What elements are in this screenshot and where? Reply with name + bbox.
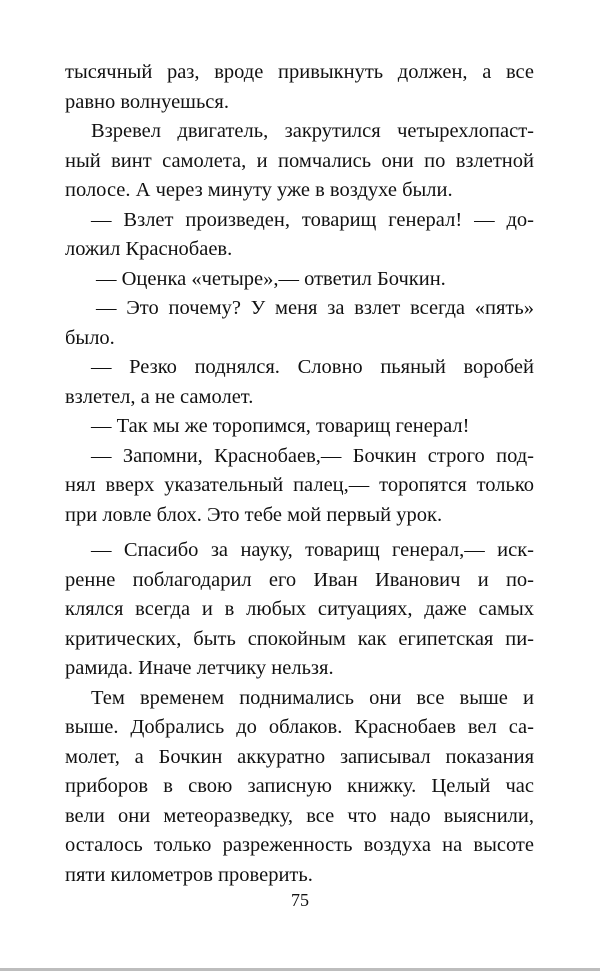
page-body-text — [65, 58, 534, 890]
paragraph-first-line: — Запомни, Краснобаев,— Бочкин строго под- — [91, 444, 534, 467]
text-line: равно волнуешься. — [65, 90, 229, 113]
text-line: клялся всегда и в любых ситуациях, даже самых — [65, 598, 534, 620]
text-line: критических, быть спокойным как египетская пи- — [65, 627, 534, 650]
text-line: тысячный раз, вроде привыкнуть должен, а все — [65, 61, 534, 83]
text-line: приборов в свою записную книжку. Целый час — [65, 775, 534, 797]
text-line: выше. Добрались до облаков. Краснобаев вел са- — [65, 716, 534, 738]
paragraph-first-line: Тем временем поднимались они все выше и — [91, 686, 534, 709]
paragraph-first-line: — Так мы же торопимся, товарищ генерал! — [91, 415, 470, 437]
page-number: 75 — [291, 890, 309, 910]
bottom-divider — [0, 968, 600, 971]
paragraph-first-line: — Спасибо за науку, товарищ генерал,— иск- — [91, 539, 534, 561]
text-line: молет, а Бочкин аккуратно записывал показания — [65, 745, 534, 768]
text-line: осталось только разреженность воздуха на высоте — [65, 834, 534, 856]
text-line: пяти километров проверить. — [65, 863, 313, 886]
text-line: рамида. Иначе летчику нельзя. — [65, 657, 334, 679]
text-line: ный винт самолета, и помчались они по взлетной — [65, 149, 534, 172]
paragraph-first-line: — Оценка «четыре»,— ответил Бочкин. — [96, 267, 446, 290]
text-line: ренне поблагодарил его Иван Иванович и по- — [65, 568, 534, 591]
text-line: было. — [65, 326, 115, 349]
text-line: ложил Краснобаев. — [65, 238, 233, 260]
text-line: нял вверх указательный палец,— торопятся только — [65, 474, 534, 496]
paragraph-first-line: — Это почему? У меня за взлет всегда «пять» — [96, 297, 534, 319]
text-line: вели они метеоразведку, все что надо выяснили, — [65, 804, 534, 827]
text-line: при ловле блох. Это тебе мой первый урок. — [65, 503, 443, 526]
paragraph-first-line: — Взлет произведен, товарищ генерал! — до- — [91, 208, 534, 231]
paragraph-first-line: Взревел двигатель, закрутился четырехлопаст- — [91, 120, 534, 142]
text-line: взлетел, а не самолет. — [65, 385, 254, 408]
text-line: полосе. А через минуту уже в воздухе были. — [65, 179, 453, 201]
paragraph-first-line: — Резко поднялся. Словно пьяный воробей — [91, 356, 534, 378]
